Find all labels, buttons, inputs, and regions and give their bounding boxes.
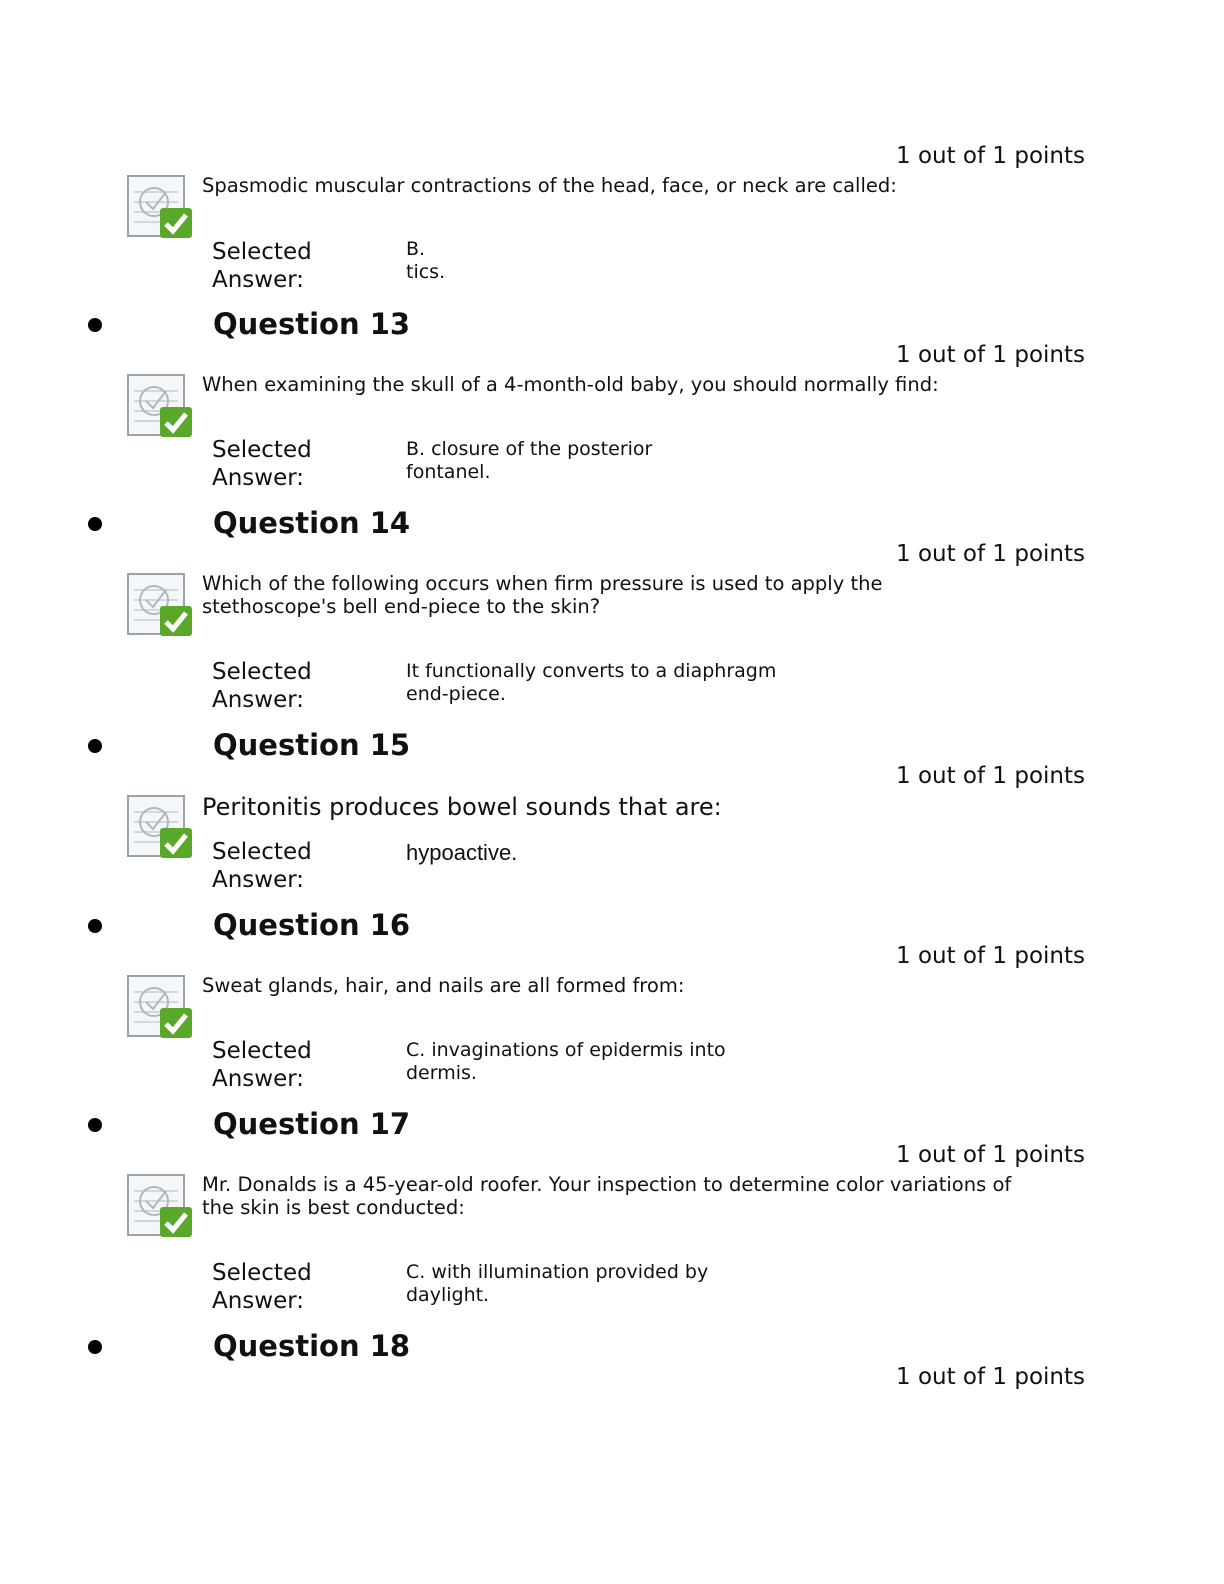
selected-answer-value: B. tics. [406, 238, 446, 283]
selected-answer-label: Selected Answer: [212, 239, 312, 293]
question-heading: Question 15 [213, 728, 411, 762]
bullet [88, 517, 102, 531]
question-heading: Question 14 [213, 506, 411, 540]
correct-check-icon [126, 792, 196, 862]
correct-check-icon [126, 172, 196, 242]
selected-answer-label: Selected Answer: [212, 659, 312, 713]
selected-answer-value: B. closure of the posterior fontanel. [406, 438, 653, 483]
selected-answer-value: It functionally converts to a diaphragm end-piece. [406, 660, 777, 705]
points-score: 1 out of 1 points [896, 943, 1085, 969]
selected-answer-label: Selected Answer: [212, 1260, 312, 1314]
correct-check-icon [126, 972, 196, 1042]
bullet [88, 919, 102, 933]
selected-answer-label: Selected Answer: [212, 437, 312, 491]
correct-check-icon [126, 371, 196, 441]
bullet [88, 1118, 102, 1132]
question-text: Which of the following occurs when firm pressure is used to apply the stethoscope's bell end-piece to the skin? [202, 572, 883, 618]
question-text: Peritonitis produces bowel sounds that are: [202, 793, 722, 821]
selected-answer-value: C. with illumination provided by daylight. [406, 1261, 709, 1306]
question-heading: Question 13 [213, 307, 411, 341]
selected-answer-value: hypoactive. [406, 840, 518, 865]
selected-answer-label: Selected Answer: [212, 1038, 312, 1092]
points-score: 1 out of 1 points [896, 342, 1085, 368]
points-score: 1 out of 1 points [896, 541, 1085, 567]
points-score: 1 out of 1 points [896, 1142, 1085, 1168]
bullet [88, 318, 102, 332]
correct-check-icon [126, 570, 196, 640]
bullet [88, 1340, 102, 1354]
points-score: 1 out of 1 points [896, 763, 1085, 789]
question-text: When examining the skull of a 4-month-old baby, you should normally find: [202, 373, 939, 396]
points-score: 1 out of 1 points [896, 143, 1085, 169]
bullet [88, 739, 102, 753]
selected-answer-label: Selected Answer: [212, 839, 312, 893]
question-text: Mr. Donalds is a 45-year-old roofer. Your inspection to determine color variations of the skin is best conducted: [202, 1173, 1012, 1219]
question-heading: Question 17 [213, 1107, 411, 1141]
question-text: Spasmodic muscular contractions of the head, face, or neck are called: [202, 174, 897, 197]
question-text: Sweat glands, hair, and nails are all formed from: [202, 974, 685, 997]
correct-check-icon [126, 1171, 196, 1241]
points-score: 1 out of 1 points [896, 1364, 1085, 1390]
question-heading: Question 18 [213, 1329, 411, 1363]
question-heading: Question 16 [213, 908, 411, 942]
selected-answer-value: C. invaginations of epidermis into dermis. [406, 1039, 726, 1084]
